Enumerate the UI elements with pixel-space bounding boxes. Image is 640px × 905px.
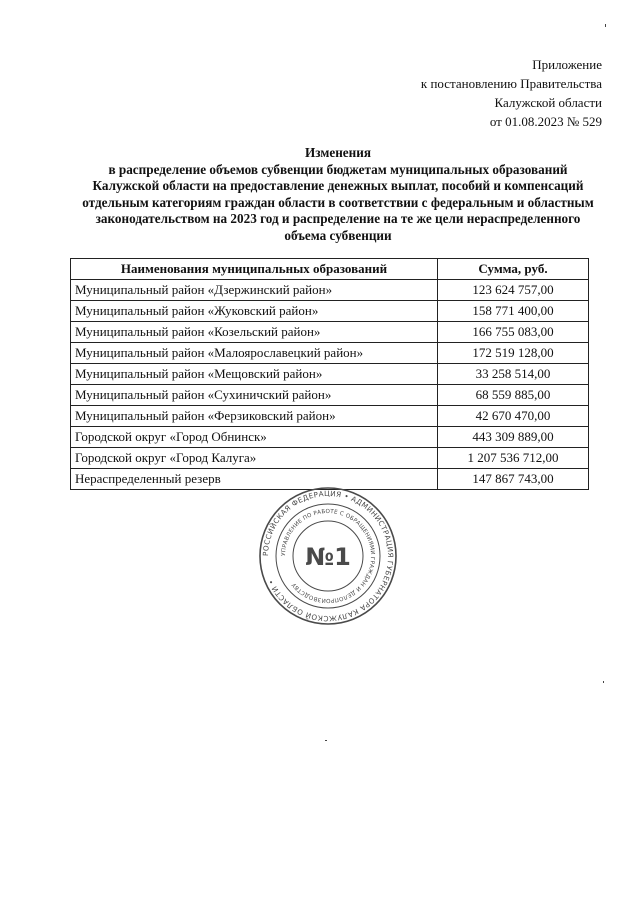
title-line: объема субвенции bbox=[284, 227, 392, 243]
table-row bbox=[71, 406, 589, 427]
row-amount: 42 670 470,00 bbox=[438, 406, 589, 427]
title-heading: Изменения bbox=[305, 145, 371, 160]
row-amount: 443 309 889,00 bbox=[438, 427, 589, 448]
row-name: Нераспределенный резерв bbox=[71, 469, 438, 490]
scan-mark bbox=[605, 24, 606, 27]
row-amount: 33 258 514,00 bbox=[438, 364, 589, 385]
row-amount: 172 519 128,00 bbox=[438, 343, 589, 364]
row-name: Муниципальный район «Мещовский район» bbox=[71, 364, 438, 385]
row-name: Городской округ «Город Обнинск» bbox=[71, 427, 438, 448]
row-name: Муниципальный район «Малоярославецкий район» bbox=[71, 343, 438, 364]
table-row bbox=[71, 364, 589, 385]
column-header-name: Наименования муниципальных образований bbox=[71, 259, 438, 280]
row-name: Муниципальный район «Ферзиковский район» bbox=[71, 406, 438, 427]
table-row bbox=[71, 385, 589, 406]
table-row bbox=[71, 343, 589, 364]
row-amount: 158 771 400,00 bbox=[438, 301, 589, 322]
table-header-row bbox=[71, 259, 589, 280]
subvention-table bbox=[70, 258, 589, 490]
scan-mark bbox=[603, 681, 604, 683]
appendix-line: к постановлению Правительства bbox=[420, 76, 602, 91]
table-row bbox=[71, 301, 589, 322]
scan-mark bbox=[325, 740, 327, 741]
row-amount: 166 755 083,00 bbox=[438, 322, 589, 343]
appendix-block bbox=[421, 55, 602, 131]
row-name: Муниципальный район «Сухиничский район» bbox=[71, 385, 438, 406]
appendix-line: Калужской области bbox=[494, 95, 602, 110]
document-title bbox=[58, 145, 618, 244]
row-name: Городской округ «Город Калуга» bbox=[71, 448, 438, 469]
row-amount: 1 207 536 712,00 bbox=[438, 448, 589, 469]
row-amount: 123 624 757,00 bbox=[438, 280, 589, 301]
title-line: отдельным категориям граждан области в соответствии с федеральным и областным bbox=[82, 194, 594, 210]
column-header-amount: Сумма, руб. bbox=[438, 259, 589, 280]
row-name: Муниципальный район «Козельский район» bbox=[71, 322, 438, 343]
title-line: законодательством на 2023 год и распределение на те же цели нераспределенного bbox=[95, 211, 581, 226]
appendix-date-number: от 01.08.2023 № 529 bbox=[489, 114, 602, 129]
stamp-inner-text: УПРАВЛЕНИЕ ПО РАБОТЕ С ОБРАЩЕНИЯМИ ГРАЖДАН И ДЕЛОПРОИЗВОДСТВУ bbox=[280, 508, 376, 604]
table-row bbox=[71, 448, 589, 469]
table-row bbox=[71, 280, 589, 301]
table-row bbox=[71, 322, 589, 343]
row-amount: 147 867 743,00 bbox=[438, 469, 589, 490]
row-name: Муниципальный район «Жуковский район» bbox=[71, 301, 438, 322]
title-line: в распределение объемов субвенции бюджетам муниципальных образований bbox=[108, 161, 568, 177]
stamp-number: №1 bbox=[305, 543, 351, 571]
stamp-outer-text: РОССИЙСКАЯ ФЕДЕРАЦИЯ • АДМИНИСТРАЦИЯ ГУБЕРНАТОРА КАЛУЖСКОЙ ОБЛАСТИ • bbox=[260, 488, 396, 624]
table-row bbox=[71, 427, 589, 448]
row-name: Муниципальный район «Дзержинский район» bbox=[71, 280, 438, 301]
title-line: Калужской области на предоставление денежных выплат, пособий и компенсаций bbox=[92, 178, 584, 193]
official-stamp bbox=[258, 486, 398, 626]
row-amount: 68 559 885,00 bbox=[438, 385, 589, 406]
appendix-line: Приложение bbox=[532, 57, 602, 72]
